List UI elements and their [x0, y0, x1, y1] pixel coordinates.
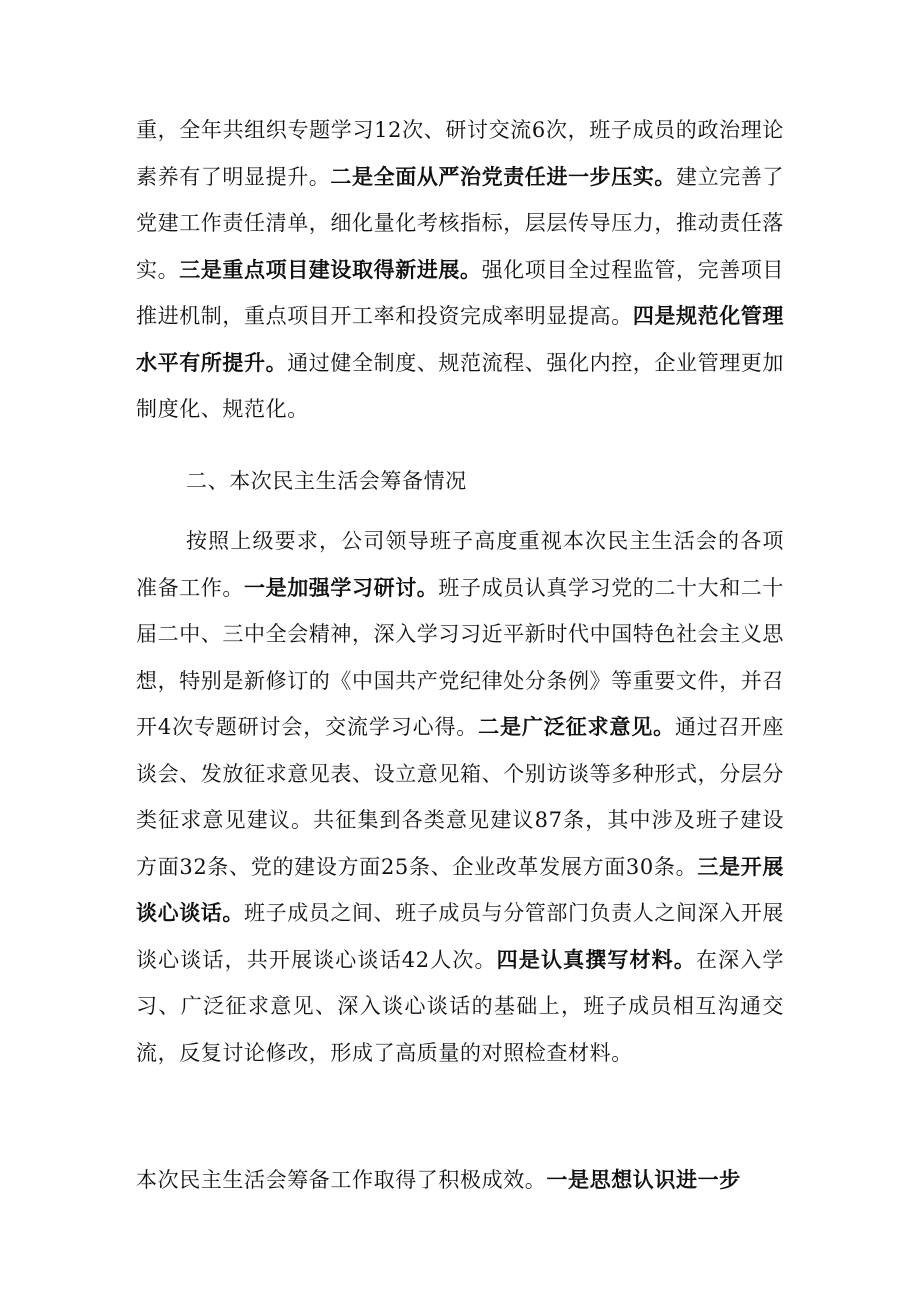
paragraph-achievements: [136, 107, 784, 433]
paragraph-text: 本次民主生活会筹备工作取得了积极成效。: [136, 1168, 547, 1192]
bold-point: 四是认真撰写材料。: [496, 947, 696, 972]
paragraph-text: 在深入学习、广泛征求意见、深入谈心谈话的基础上，班子成员相互沟通交流，反复讨论修改，形成了高质量的对照检查材料。: [136, 947, 785, 1065]
paragraph-text: 班子成员认真学习党的二十大和二十届二中、三中全会精神，深入学习习近平新时代中国特色社会主义思想，特别是新修订的《中国共产党纪律处分条例》等重要文件，并召开4次专题研讨会，交流学习心得。: [136, 575, 785, 739]
bold-point: 四是规范化管理水平有所提升。: [136, 304, 785, 375]
bold-point: 三是重点项目建设取得新进展。: [179, 257, 482, 282]
bold-point: 三是开展谈心谈话。: [136, 854, 784, 925]
bold-point: 一是加强学习研讨。: [244, 575, 439, 600]
paragraph-text: 强化项目全过程监管，完善项目推进机制，重点项目开工率和投资完成率明显提高。: [136, 257, 785, 328]
paragraph-text: 班子成员之间、班子成员与分管部门负责人之间深入开展谈心谈话，共开展谈心谈话42人次。: [136, 901, 784, 972]
paragraph-text: 重，全年共组织专题学习12次、研讨交流6次，班子成员的政治理论素养有了明显提升。: [136, 118, 784, 189]
section-heading: 二、本次民主生活会筹备情况: [186, 469, 467, 493]
bold-point: 一是思想认识进一步: [546, 1168, 741, 1192]
paragraph-text: 按照上级要求，公司领导班子高度重视本次民主生活会的各项准备工作。: [136, 529, 784, 600]
paragraph-text: 通过健全制度、规范流程、强化内控，企业管理更加制度化、规范化。: [136, 350, 785, 421]
paragraph-outcomes: [136, 1157, 784, 1204]
paragraph-text: 建立完善了党建工作责任清单，细化量化考核指标，层层传导压力，推动责任落实。: [136, 164, 785, 282]
bold-point: 二是全面从严治党责任进一步压实。: [330, 164, 677, 189]
paragraph-preparation: [136, 518, 784, 1076]
bold-point: 二是广泛征求意见。: [478, 715, 675, 739]
paragraph-text: 通过召开座谈会、发放征求意见表、设立意见箱、个别访谈等多种形式，分层分类征求意见建议。共征集到各类意见建议87条，其中涉及班子建设方面32条、党的建设方面25条、企业改革发展方面30条。: [136, 715, 784, 879]
